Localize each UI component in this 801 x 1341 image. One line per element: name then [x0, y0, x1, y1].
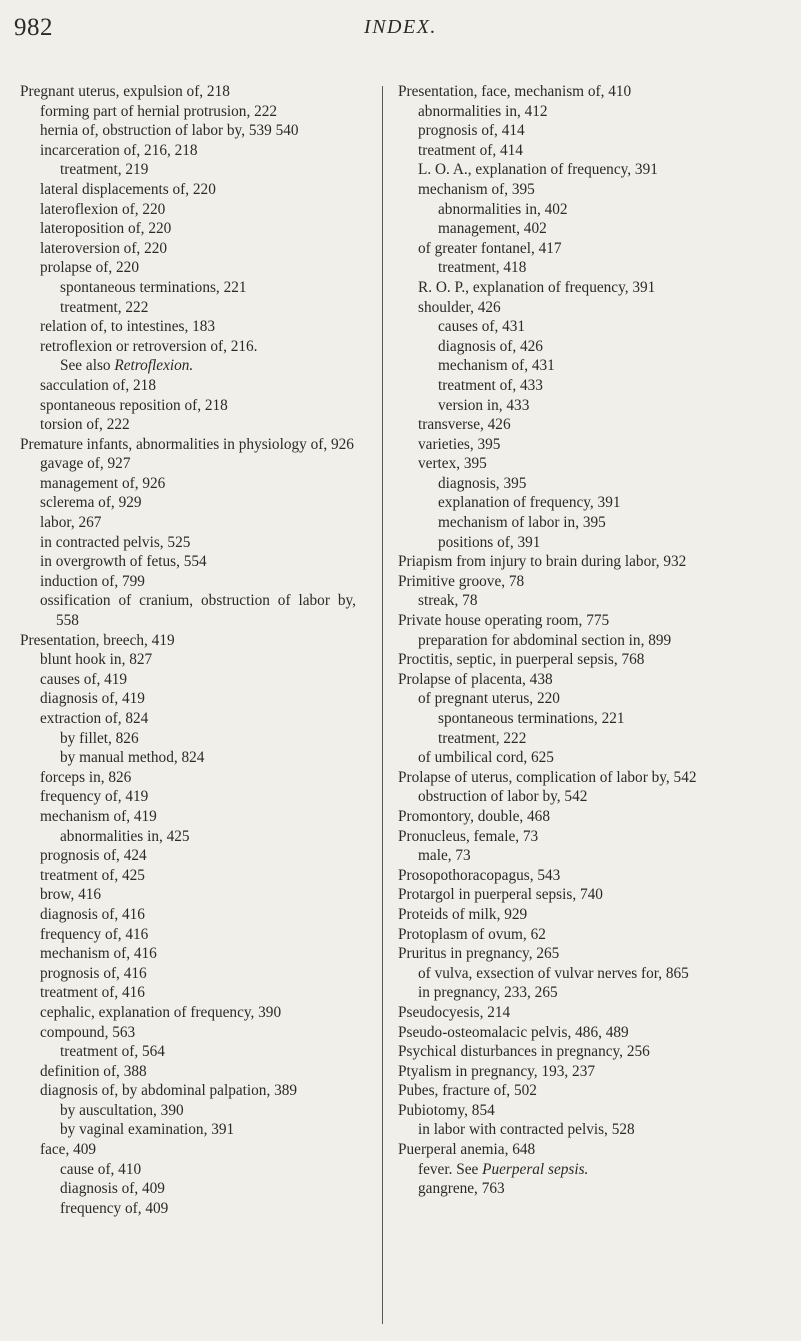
page-number: 982: [14, 14, 53, 41]
index-entry: [20, 493, 356, 513]
index-entry: [20, 513, 356, 533]
index-entry-text: frequency of, 419: [40, 788, 149, 806]
index-entry: [398, 533, 738, 553]
index-entry: [398, 1023, 738, 1043]
index-entry-text: of pregnant uterus, 220: [418, 690, 560, 708]
index-entry-text: prognosis of, 416: [40, 964, 147, 982]
index-entry: [20, 533, 356, 553]
index-entry: [20, 885, 356, 905]
page-header: [0, 14, 801, 54]
index-entry: [398, 787, 738, 807]
index-entry: [398, 513, 738, 533]
index-entry-text: Ptyalism in pregnancy, 193, 237: [398, 1062, 595, 1080]
index-entry-text: in overgrowth of fetus, 554: [40, 553, 207, 571]
index-entry-text: of greater fontanel, 417: [418, 239, 562, 257]
column-divider: [382, 86, 383, 1324]
index-entry-text: treatment of, 425: [40, 866, 145, 884]
index-entry: [398, 591, 738, 611]
index-entry: [398, 141, 738, 161]
index-entry-text: frequency of, 409: [60, 1199, 169, 1217]
index-entry: [20, 1062, 356, 1082]
index-entry-text: lateroversion of, 220: [40, 239, 168, 257]
right-column: [398, 82, 738, 1199]
index-entry: [20, 1081, 356, 1101]
index-entry-text: cause of, 410: [60, 1160, 142, 1178]
index-entry: [398, 180, 738, 200]
index-entry: [398, 650, 738, 670]
index-entry: [20, 925, 356, 945]
index-entry: [20, 983, 356, 1003]
index-entry-text: varieties, 395: [418, 435, 501, 453]
index-entry-text: ossification of cranium, obstruction of labor by, 558: [40, 592, 356, 630]
index-entry-text: face, 409: [40, 1141, 97, 1159]
index-entry: [20, 729, 356, 749]
index-entry: [20, 1101, 356, 1121]
index-entry: [398, 748, 738, 768]
index-entry: [398, 1042, 738, 1062]
index-entry: [20, 964, 356, 984]
index-entry: [398, 1081, 738, 1101]
index-entry: [20, 650, 356, 670]
index-entry: [20, 141, 356, 161]
index-entry: [398, 102, 738, 122]
index-entry-text: induction of, 799: [40, 572, 145, 590]
index-entry-text: vertex, 395: [418, 455, 487, 473]
index-entry-text: by manual method, 824: [60, 749, 205, 767]
index-entry-text: management, 402: [438, 220, 547, 238]
index-entry: [20, 944, 356, 964]
index-entry: [20, 337, 356, 357]
index-entry: [398, 983, 738, 1003]
index-entry: [398, 396, 738, 416]
index-entry: [398, 160, 738, 180]
running-head: INDEX.: [364, 16, 437, 38]
index-entry-text: treatment of, 414: [418, 141, 523, 159]
index-entry-text: shoulder, 426: [418, 298, 501, 316]
index-entry-text: treatment of, 564: [60, 1043, 165, 1061]
index-entry: [398, 474, 738, 494]
index-entry-text: Pseudo-osteomalacic pelvis, 486, 489: [398, 1023, 629, 1041]
index-entry-text: mechanism of, 419: [40, 807, 157, 825]
index-entry-text: diagnosis of, 419: [40, 690, 145, 708]
index-entry-text: L. O. A., explanation of frequency, 391: [418, 161, 658, 179]
index-entry: [398, 317, 738, 337]
index-entry-text: lateral displacements of, 220: [40, 180, 216, 198]
index-entry-text: causes of, 431: [438, 318, 526, 336]
index-entry-text: Presentation, breech, 419: [20, 631, 175, 649]
index-entry: [398, 278, 738, 298]
index-entry-text: lateroposition of, 220: [40, 220, 172, 238]
index-entry-text: Pubes, fracture of, 502: [398, 1082, 537, 1100]
index-entry-text: male, 73: [418, 847, 471, 865]
index-entry: [20, 631, 356, 651]
index-entry-text: labor, 267: [40, 514, 102, 532]
index-entry: [398, 1003, 738, 1023]
index-entry-text: Pregnant uterus, expulsion of, 218: [20, 83, 230, 100]
index-entry: [398, 827, 738, 847]
index-entry: [398, 631, 738, 651]
index-entry-text: forceps in, 826: [40, 768, 132, 786]
index-entry: [398, 200, 738, 220]
index-entry-text: abnormalities in, 425: [60, 827, 190, 845]
index-entry: [20, 709, 356, 729]
index-entry-text: Proctitis, septic, in puerperal sepsis, 768: [398, 651, 645, 669]
index-entry-text: frequency of, 416: [40, 925, 149, 943]
index-entry: [398, 493, 738, 513]
index-entry-text: treatment, 222: [60, 298, 149, 316]
index-entry-text: incarceration of, 216, 218: [40, 141, 198, 159]
index-entry-text: version in, 433: [438, 396, 530, 414]
index-entry: [20, 219, 356, 239]
index-entry: [398, 572, 738, 592]
index-entry: [398, 964, 738, 984]
index-entry-text: mechanism of, 431: [438, 357, 555, 375]
index-entry-text: retroflexion or retroversion of, 216.: [40, 337, 258, 355]
index-entry-text: of umbilical cord, 625: [418, 749, 554, 767]
index-entry-text: treatment, 418: [438, 259, 527, 277]
index-entry: [20, 239, 356, 259]
index-entry-text: diagnosis, 395: [438, 474, 527, 492]
index-entry: [20, 160, 356, 180]
index-entry: [398, 925, 738, 945]
index-entry-text: diagnosis of, 426: [438, 337, 543, 355]
index-entry: [398, 729, 738, 749]
index-entry: [20, 905, 356, 925]
index-entry-text: abnormalities in, 402: [438, 200, 568, 218]
index-entry-text: sclerema of, 929: [40, 494, 142, 512]
index-entry-text: extraction of, 824: [40, 710, 149, 727]
index-entry: [20, 1042, 356, 1062]
index-entry: [398, 885, 738, 905]
index-entry: [398, 611, 738, 631]
index-entry: [398, 1160, 738, 1180]
index-entry: [20, 102, 356, 122]
index-entry-text: Promontory, double, 468: [398, 807, 550, 825]
index-entry: [398, 435, 738, 455]
index-entry-text: prognosis of, 424: [40, 847, 147, 865]
index-entry-text: brow, 416: [40, 886, 102, 904]
index-entry: [20, 689, 356, 709]
index-entry-text: relation of, to intestines, 183: [40, 318, 216, 336]
index-entry-text: lateroflexion of, 220: [40, 200, 166, 218]
index-entry-text: sacculation of, 218: [40, 376, 156, 394]
left-column: [20, 82, 356, 1218]
index-entry: [398, 1179, 738, 1199]
index-entry-text: compound, 563: [40, 1023, 136, 1041]
index-entry-text: of vulva, exsection of vulvar nerves for, 865: [418, 964, 689, 982]
index-entry-text: mechanism of labor in, 395: [438, 514, 606, 532]
index-entry-text: diagnosis of, 409: [60, 1180, 165, 1198]
index-entry-text: cephalic, explanation of frequency, 390: [40, 1003, 282, 1021]
index-entry: [20, 258, 356, 278]
index-entry-text: Protoplasm of ovum, 62: [398, 925, 546, 943]
index-entry-text: See also: [60, 357, 115, 375]
index-entry-text: positions of, 391: [438, 533, 541, 551]
index-entry-text: preparation for abdominal section in, 899: [418, 631, 672, 649]
index-entry-text: streak, 78: [418, 592, 478, 610]
index-entry: [20, 807, 356, 827]
index-entry-text: Psychical disturbances in pregnancy, 256: [398, 1043, 650, 1061]
index-entry-text: Priapism from injury to brain during labor, 932: [398, 553, 687, 571]
index-entry-text: Pruritus in pregnancy, 265: [398, 945, 560, 963]
index-entry: [398, 1101, 738, 1121]
index-entry: [20, 768, 356, 788]
index-entry: [398, 356, 738, 376]
index-entry-text: mechanism of, 416: [40, 945, 157, 963]
index-entry-text: treatment, 222: [438, 729, 527, 747]
index-entry-text: Prosopothoracopagus, 543: [398, 866, 561, 884]
index-entry: [20, 1199, 356, 1219]
index-entry-text: Premature infants, abnormalities in physiology of, 926: [20, 435, 354, 453]
index-entry-text: by vaginal examination, 391: [60, 1121, 235, 1139]
index-entry-text: Primitive groove, 78: [398, 572, 525, 590]
index-entry: [20, 787, 356, 807]
index-entry-text: spontaneous reposition of, 218: [40, 396, 228, 414]
index-entry-text: by auscultation, 390: [60, 1101, 184, 1119]
index-entry-text: treatment of, 416: [40, 984, 145, 1002]
index-entry: [398, 298, 738, 318]
index-cross-reference: Retroflexion.: [114, 357, 194, 375]
index-entry: [398, 219, 738, 239]
index-entry-text: in pregnancy, 233, 265: [418, 984, 558, 1002]
index-entry-text: R. O. P., explanation of frequency, 391: [418, 278, 656, 296]
index-entry: [20, 278, 356, 298]
index-entry-text: Pseudocyesis, 214: [398, 1003, 511, 1021]
index-entry: [398, 768, 738, 788]
index-entry-text: definition of, 388: [40, 1062, 147, 1080]
index-entry: [20, 454, 356, 474]
index-entry: [20, 415, 356, 435]
index-entry-text: forming part of hernial protrusion, 222: [40, 102, 278, 120]
index-entry: [20, 200, 356, 220]
index-entry: [20, 572, 356, 592]
index-entry: [20, 1023, 356, 1043]
index-entry: [398, 905, 738, 925]
index-entry-text: blunt hook in, 827: [40, 651, 153, 669]
index-entry: [20, 121, 356, 141]
index-entry-text: diagnosis of, 416: [40, 905, 145, 923]
index-entry-text: Proteids of milk, 929: [398, 905, 528, 923]
index-entry: [398, 866, 738, 886]
index-entry-text: in contracted pelvis, 525: [40, 533, 191, 551]
index-entry: [398, 82, 738, 102]
index-entry: [398, 337, 738, 357]
index-entry-text: spontaneous terminations, 221: [60, 278, 247, 296]
index-entry: [20, 396, 356, 416]
index-entry: [398, 239, 738, 259]
index-entry-text: in labor with contracted pelvis, 528: [418, 1121, 635, 1139]
index-entry: [20, 866, 356, 886]
index-entry: [398, 709, 738, 729]
index-entry: [398, 552, 738, 572]
index-entry: [398, 415, 738, 435]
index-entry-text: Pubiotomy, 854: [398, 1101, 495, 1119]
index-entry-text: Private house operating room, 775: [398, 612, 610, 630]
index-entry: [20, 827, 356, 847]
index-entry-text: Prolapse of placenta, 438: [398, 670, 553, 688]
index-entry: [398, 944, 738, 964]
index-entry: [398, 1140, 738, 1160]
index-entry: [20, 1140, 356, 1160]
index-entry-text: treatment of, 433: [438, 376, 543, 394]
index-entry: [398, 807, 738, 827]
index-entry-text: obstruction of labor by, 542: [418, 788, 588, 806]
index-entry-text: Prolapse of uterus, complication of labor by, 542: [398, 768, 697, 786]
index-entry: [398, 1120, 738, 1140]
index-entry-text: gangrene, 763: [418, 1180, 505, 1198]
index-entry: [20, 591, 356, 630]
index-entry-text: abnormalities in, 412: [418, 102, 548, 120]
index-entry: [20, 552, 356, 572]
index-entry-text: treatment, 219: [60, 161, 149, 179]
index-entry-text: Pronucleus, female, 73: [398, 827, 539, 845]
index-cross-reference: Puerperal sepsis.: [482, 1160, 589, 1178]
index-entry: [398, 670, 738, 690]
index-entry: [398, 1062, 738, 1082]
index-entry: [398, 454, 738, 474]
index-entry-text: torsion of, 222: [40, 416, 130, 434]
index-entry-text: transverse, 426: [418, 416, 511, 434]
index-entry: [398, 689, 738, 709]
index-entry-text: gavage of, 927: [40, 455, 131, 473]
index-entry: [398, 846, 738, 866]
index-entry-text: Presentation, face, mechanism of, 410: [398, 83, 632, 100]
index-entry-text: causes of, 419: [40, 670, 128, 688]
index-entry-text: by fillet, 826: [60, 729, 139, 747]
index-entry: [20, 670, 356, 690]
index-entry: [20, 1120, 356, 1140]
index-entry-text: prognosis of, 414: [418, 122, 525, 140]
index-entry: [398, 376, 738, 396]
index-entry-text: management of, 926: [40, 474, 166, 492]
index-entry: [20, 376, 356, 396]
index-entry: [20, 1003, 356, 1023]
index-entry: [398, 258, 738, 278]
index-entry: [20, 748, 356, 768]
index-entry: [20, 82, 356, 102]
index-entry-text: fever. See: [418, 1160, 483, 1178]
index-entry-text: hernia of, obstruction of labor by, 539 540: [40, 122, 299, 140]
index-entry-text: spontaneous terminations, 221: [438, 710, 625, 727]
index-entry: [20, 435, 356, 455]
index-entry-text: mechanism of, 395: [418, 180, 535, 198]
index-entry-text: Protargol in puerperal sepsis, 740: [398, 886, 603, 904]
index-entry: [20, 356, 356, 376]
index-entry-text: Puerperal anemia, 648: [398, 1141, 536, 1159]
index-entry: [20, 474, 356, 494]
index-entry-text: diagnosis of, by abdominal palpation, 389: [40, 1082, 298, 1100]
index-entry: [20, 298, 356, 318]
index-entry: [20, 180, 356, 200]
index-entry: [398, 121, 738, 141]
index-entry: [20, 1179, 356, 1199]
index-entry: [20, 1160, 356, 1180]
index-entry-text: explanation of frequency, 391: [438, 494, 621, 512]
index-entry: [20, 317, 356, 337]
index-entry-text: prolapse of, 220: [40, 259, 139, 277]
index-entry: [20, 846, 356, 866]
